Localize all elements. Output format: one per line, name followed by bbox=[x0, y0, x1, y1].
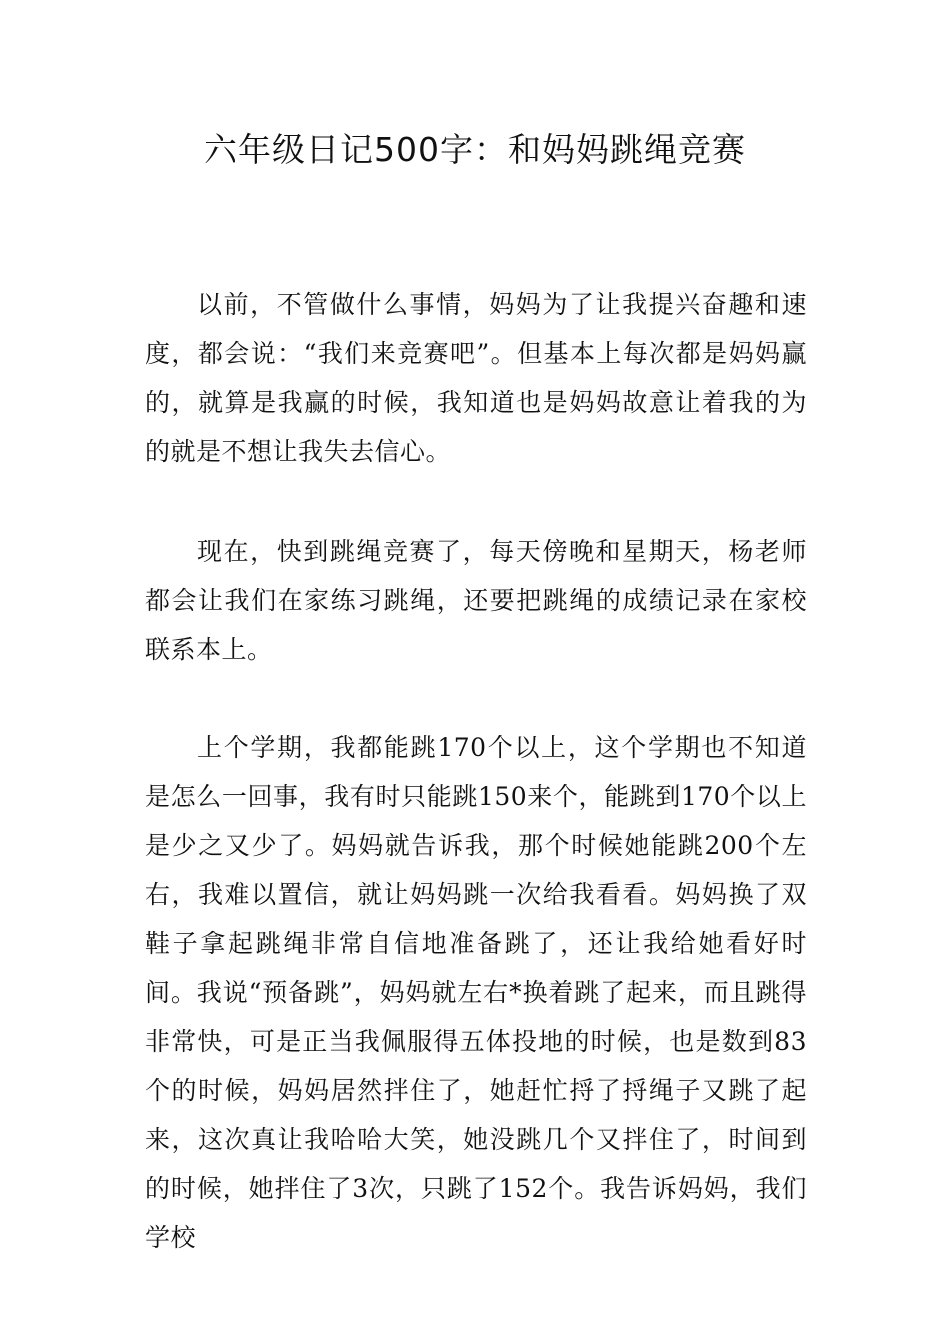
paragraph-1: 以前，不管做什么事情，妈妈为了让我提兴奋趣和速度，都会说：“我们来竞赛吧”。但基本上每次都是妈妈赢的，就算是我赢的时候，我知道也是妈妈故意让着我的为的就是不想让我失去信心。 bbox=[145, 290, 807, 466]
paragraph-3: 上个学期，我都能跳170个以上，这个学期也不知道是怎么一回事，我有时只能跳150来个，能跳到170个以上是少之又少了。妈妈就告诉我，那个时候她能跳200个左右，我难以置信，就让妈妈跳一次给我看看。妈妈换了双鞋子拿起跳绳非常自信地准备跳了，还让我给她看好时间。我说“预备跳”，妈妈就左右*换着跳了起来，而且跳得非常快，可是正当我佩服得五体投地的时候，也是数到83个的时候，妈妈居然拌住了，她赶忙捋了捋绳子又跳了起来，这次真让我哈哈大笑，她没跳几个又拌住了，时间到的时候，她拌住了3次，只跳了152个。我告诉妈妈，我们学校 bbox=[145, 733, 807, 1252]
paragraph-2: 现在，快到跳绳竞赛了，每天傍晚和星期天，杨老师都会让我们在家练习跳绳，还要把跳绳的成绩记录在家校联系本上。 bbox=[145, 537, 807, 664]
document-title: 六年级日记500字：和妈妈跳绳竞赛 bbox=[204, 130, 746, 169]
